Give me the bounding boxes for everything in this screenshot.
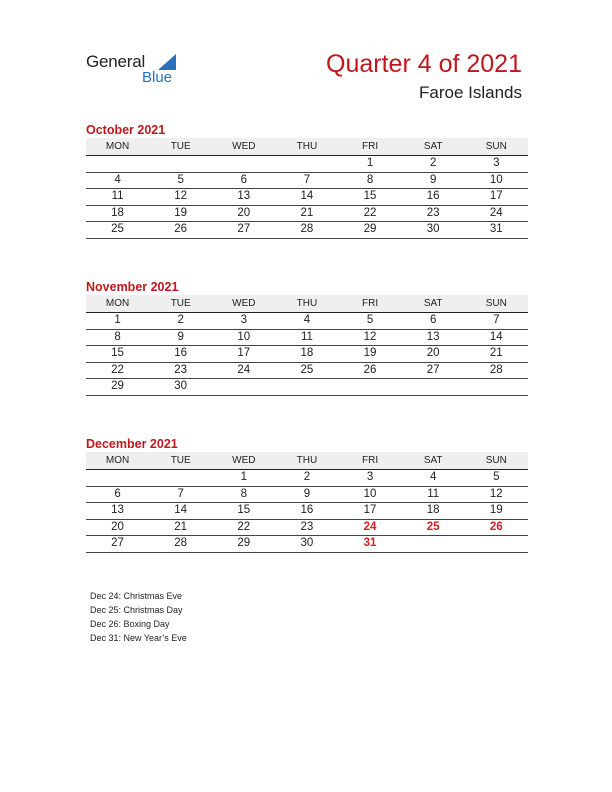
day-cell: 3: [493, 157, 500, 169]
day-cell: 28: [174, 537, 188, 549]
day-cell: 4: [114, 173, 121, 186]
day-cell: 4: [429, 471, 437, 483]
weekday-label: FRI: [362, 141, 379, 152]
day-cell: 19: [489, 504, 503, 516]
day-cell: 10: [489, 173, 503, 186]
weekday-label: THU: [296, 141, 318, 152]
weekday-label: MON: [105, 141, 130, 152]
day-cell: 27: [111, 537, 124, 549]
week-row: [86, 536, 528, 553]
day-cell: 23: [426, 206, 440, 219]
day-cell: 17: [489, 190, 503, 202]
day-cell: 30: [174, 380, 188, 392]
day-cell: 12: [174, 190, 188, 202]
day-cell: 15: [363, 190, 377, 202]
logo: [86, 52, 196, 92]
day-cell: 23: [300, 520, 314, 533]
weekday-label: SUN: [485, 298, 507, 309]
day-cell: 6: [240, 173, 248, 186]
day-cell: 29: [363, 223, 377, 235]
day-cell: [402, 379, 465, 395]
day-cell: 12: [363, 330, 377, 343]
day-cell: 19: [174, 206, 188, 219]
day-cell: 10: [363, 487, 377, 500]
day-cell: [465, 536, 528, 552]
week-row: [86, 487, 528, 504]
day-cell: 10: [237, 330, 251, 343]
day-cell: 9: [177, 330, 184, 343]
day-cell: 27: [237, 223, 251, 235]
day-cell: 18: [426, 504, 440, 516]
day-cell: 28: [300, 223, 314, 235]
day-cell: 30: [300, 537, 314, 549]
week-row: [86, 470, 528, 487]
weekday-label: MON: [105, 298, 130, 309]
day-cell: [465, 379, 528, 395]
page-title: Quarter 4 of 2021: [326, 50, 522, 78]
day-cell: 22: [111, 363, 124, 376]
day-cell: 21: [174, 520, 188, 533]
day-cell: 11: [427, 487, 440, 500]
day-cell: 26: [363, 363, 377, 376]
day-cell: 8: [114, 330, 121, 343]
day-cell: 20: [426, 347, 440, 359]
month-october: [86, 122, 528, 239]
month-title: November 2021: [86, 280, 179, 294]
day-cell: 1: [366, 157, 374, 169]
day-cell: 5: [366, 314, 374, 326]
day-cell: 25: [300, 363, 314, 376]
holiday-note: Dec 25: Christmas Day: [90, 605, 183, 615]
day-cell: 16: [300, 504, 314, 516]
holiday-notes: [90, 589, 187, 645]
week-row: [86, 330, 528, 347]
week-row: [86, 363, 528, 380]
day-cell: 13: [426, 330, 440, 343]
day-cell: 14: [174, 504, 188, 516]
week-row: [86, 206, 528, 223]
weekday-label: TUE: [170, 455, 191, 466]
day-cell: 13: [237, 190, 251, 202]
day-cell: 30: [426, 223, 440, 235]
day-cell: 24: [489, 206, 503, 219]
weekday-header-row: [86, 138, 528, 156]
week-row: [86, 222, 528, 239]
week-row: [86, 520, 528, 537]
day-cell: [86, 156, 149, 172]
weekday-label: THU: [296, 455, 318, 466]
day-cell: 8: [240, 487, 248, 500]
month-november: [86, 279, 528, 396]
day-cell: 28: [489, 363, 503, 376]
weekday-label: SAT: [423, 455, 443, 466]
day-cell: 20: [111, 520, 124, 533]
day-cell: 27: [426, 363, 440, 376]
week-row: [86, 173, 528, 190]
weekday-header-row: [86, 295, 528, 313]
day-cell: 22: [363, 206, 377, 219]
day-cell: 11: [111, 190, 124, 202]
weekday-label: WED: [232, 298, 256, 309]
day-cell: 3: [366, 471, 374, 483]
weekday-label: SUN: [485, 141, 507, 152]
day-cell: 14: [300, 190, 314, 202]
week-row: [86, 503, 528, 520]
day-cell: [149, 156, 212, 172]
weekday-label: WED: [232, 455, 256, 466]
country-name: Faroe Islands: [419, 83, 522, 102]
day-cell: 2: [177, 314, 184, 326]
day-cell: 17: [363, 504, 377, 516]
day-cell: [212, 156, 275, 172]
day-cell: 3: [240, 314, 248, 326]
day-cell: 21: [489, 347, 503, 359]
holiday-note: Dec 26: Boxing Day: [90, 619, 170, 629]
day-cell: 19: [363, 347, 377, 359]
day-cell: 12: [489, 487, 503, 500]
weekday-label: SAT: [423, 141, 443, 152]
day-cell: 29: [111, 380, 124, 392]
holiday-day-cell: 26: [489, 520, 503, 533]
day-cell: 8: [366, 173, 374, 186]
day-cell: [212, 379, 275, 395]
day-cell: 18: [300, 347, 314, 359]
holiday-day-cell: 25: [426, 520, 440, 533]
day-cell: 17: [237, 347, 251, 359]
logo-triangle-icon: [158, 54, 176, 70]
day-cell: 20: [237, 206, 251, 219]
weekday-label: THU: [296, 298, 318, 309]
day-cell: 11: [300, 330, 313, 343]
day-cell: 6: [114, 487, 121, 500]
day-cell: 5: [493, 471, 500, 483]
week-row: [86, 346, 528, 363]
month-title: October 2021: [86, 123, 166, 137]
day-cell: [275, 379, 338, 395]
holiday-day-cell: 31: [363, 537, 377, 549]
day-cell: 2: [429, 157, 437, 169]
day-cell: 25: [111, 223, 124, 235]
weekday-label: MON: [105, 455, 130, 466]
day-cell: 21: [300, 206, 314, 219]
day-cell: 2: [303, 471, 311, 483]
day-cell: 15: [237, 504, 251, 516]
day-cell: 16: [426, 190, 440, 202]
weekday-label: WED: [232, 141, 256, 152]
weekday-label: TUE: [170, 141, 191, 152]
day-cell: 23: [174, 363, 188, 376]
day-cell: [149, 470, 212, 486]
logo-general-text: General: [86, 52, 146, 71]
day-cell: 16: [174, 347, 188, 359]
holiday-day-cell: 24: [363, 520, 377, 533]
day-cell: 6: [429, 314, 437, 326]
weekday-label: FRI: [362, 455, 379, 466]
day-cell: 7: [177, 487, 184, 500]
day-cell: 29: [237, 537, 251, 549]
day-cell: 24: [237, 363, 251, 376]
holiday-note: Dec 24: Christmas Eve: [90, 591, 183, 601]
day-cell: [402, 536, 465, 552]
day-cell: 26: [174, 223, 188, 235]
weekday-label: FRI: [362, 298, 379, 309]
day-cell: 9: [429, 173, 437, 186]
week-row: [86, 189, 528, 206]
day-cell: [86, 470, 149, 486]
week-row: [86, 379, 528, 396]
day-cell: 31: [489, 223, 503, 235]
day-cell: 18: [111, 206, 124, 219]
weekday-header-row: [86, 452, 528, 470]
month-december: [86, 436, 528, 553]
day-cell: 7: [493, 314, 500, 326]
day-cell: 4: [303, 314, 311, 326]
logo-blue-text: Blue: [142, 69, 173, 86]
week-row: [86, 156, 528, 173]
day-cell: 1: [114, 314, 121, 326]
day-cell: 1: [240, 471, 248, 483]
week-row: [86, 313, 528, 330]
day-cell: [275, 156, 338, 172]
day-cell: 7: [303, 173, 311, 186]
weekday-label: SUN: [485, 455, 507, 466]
day-cell: 13: [111, 504, 124, 516]
day-cell: [339, 379, 402, 395]
weekday-label: SAT: [423, 298, 443, 309]
day-cell: 14: [489, 330, 503, 343]
day-cell: 15: [111, 347, 124, 359]
weekday-label: TUE: [170, 298, 191, 309]
day-cell: 22: [237, 520, 251, 533]
month-title: December 2021: [86, 437, 178, 451]
day-cell: 5: [177, 173, 184, 186]
holiday-note: Dec 31: New Year’s Eve: [90, 633, 187, 643]
day-cell: 9: [303, 487, 311, 500]
